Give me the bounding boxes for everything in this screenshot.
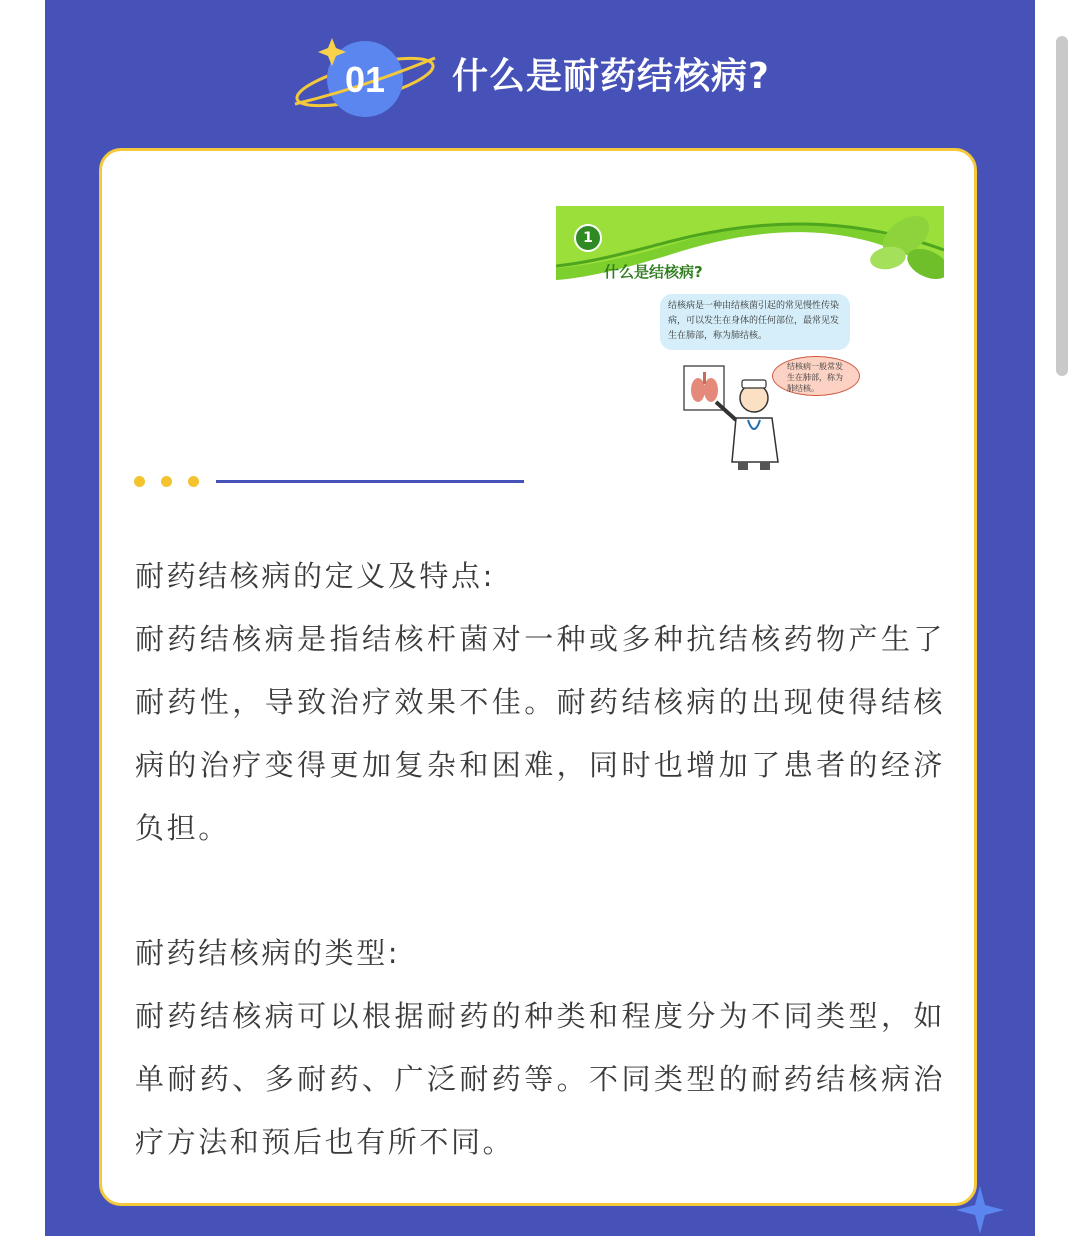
- section-number-badge: [292, 36, 442, 120]
- divider-dots: [134, 476, 214, 488]
- tb-illustration: [556, 206, 944, 474]
- scrollbar[interactable]: [1056, 36, 1068, 376]
- types-heading: 耐药结核病的类型:: [135, 936, 401, 970]
- illustration-number: 1: [574, 224, 602, 252]
- speech-bubble-main: 结核病是一种由结核菌引起的常见慢性传染病，可以发生在身体的任何部位，最常见发生在肺部，称为肺结核。: [660, 294, 850, 350]
- sparkle-icon: [956, 1186, 1004, 1234]
- speech-bubble-doctor: 结核病一般常发生在肺部，称为肺结核。: [772, 356, 860, 396]
- section-number: 01: [344, 59, 386, 100]
- definition-paragraph: 耐药结核病是指结核杆菌对一种或多种抗结核药物产生了耐药性，导致治疗效果不佳。耐药结核病的出现使得结核病的治疗变得更加复杂和困难，同时也增加了患者的经济负担。: [135, 622, 945, 845]
- section-title: 什么是耐药结核病?: [452, 56, 770, 97]
- divider-line: [216, 480, 524, 483]
- types-paragraph: 耐药结核病可以根据耐药的种类和程度分为不同类型，如单耐药、多耐药、广泛耐药等。不同类型的耐药结核病治疗方法和预后也有所不同。: [135, 999, 945, 1159]
- definition-heading: 耐药结核病的定义及特点:: [135, 559, 495, 593]
- illustration-title: 什么是结核病?: [604, 263, 703, 281]
